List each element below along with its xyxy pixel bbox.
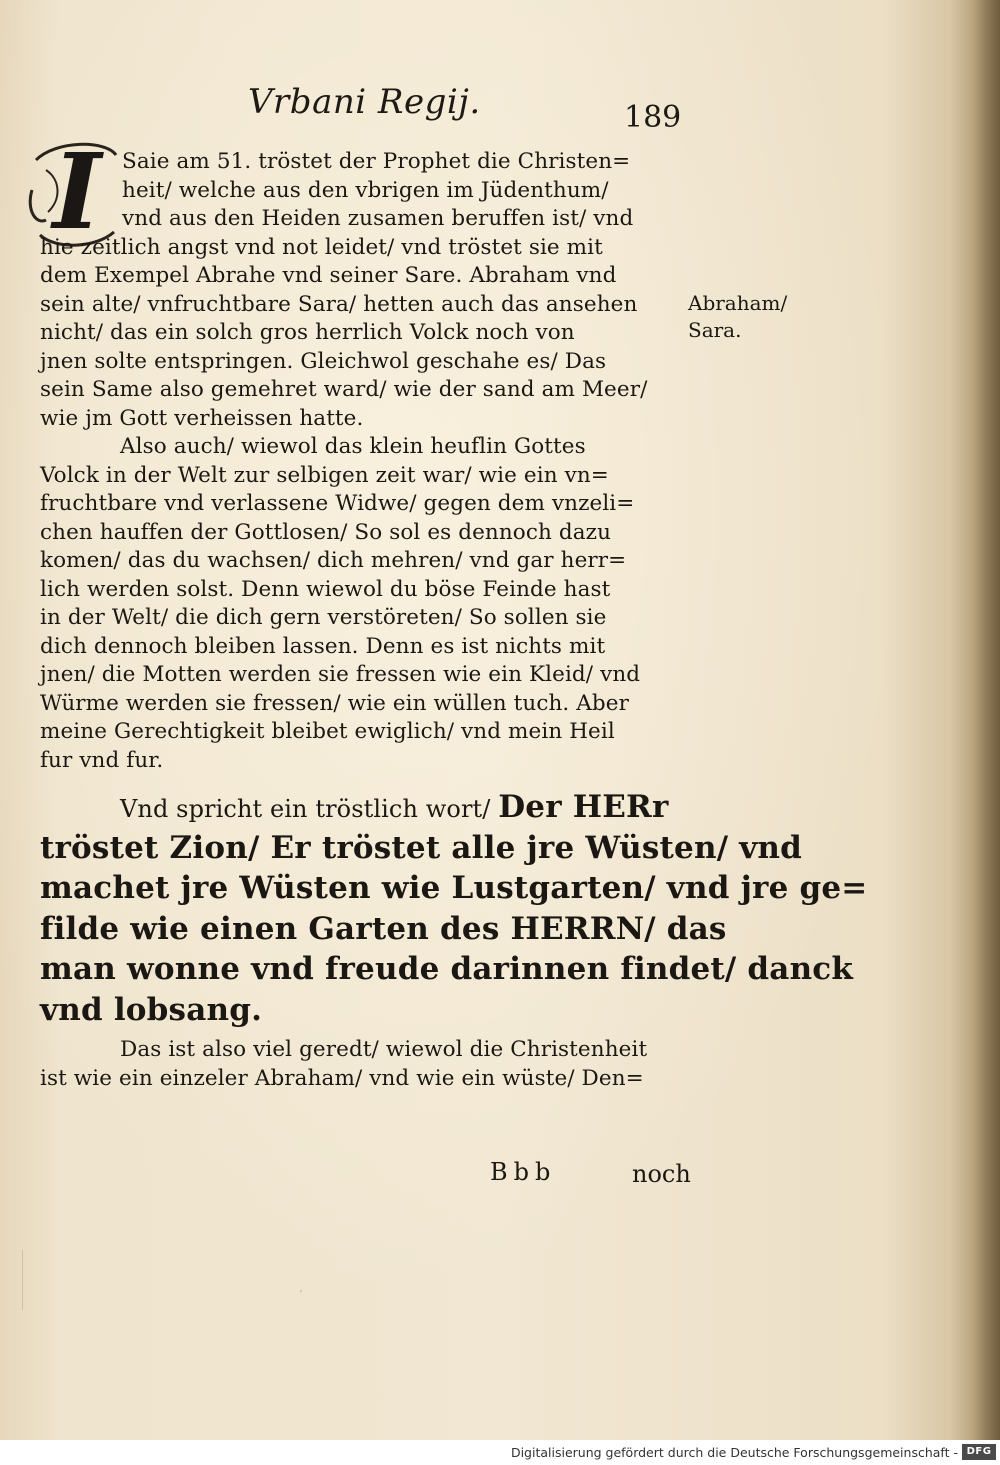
paragraph-2 [40, 433, 680, 775]
scripture-quote-line: filde wie einen Garten des HERRN/ das [40, 910, 727, 947]
text-line: in der Welt/ die dich gern verstöreten/ So sollen sie [40, 605, 607, 630]
page-number: 189 [624, 100, 682, 135]
paragraph-4 [40, 1036, 680, 1093]
text-line: vnd aus den Heiden zusamen beruffen ist/ vnd [122, 206, 634, 231]
marginal-note-line: Abraham/ [688, 291, 788, 315]
decorated-initial-letter: I [52, 130, 102, 253]
text-line: Also auch/ wiewol das klein heuflin Gottes [120, 434, 586, 459]
text-line: fur vnd fur. [40, 747, 164, 773]
text-line: heit/ welche aus den vbrigen im Jüdenthum/ [122, 177, 609, 203]
signature-mark: Bbb [490, 1158, 557, 1186]
catchword: noch [632, 1160, 691, 1188]
text-line: Das ist also viel geredt/ wiewol die Christenheit [120, 1037, 648, 1062]
text-line: komen/ das du wachsen/ dich mehren/ vnd gar herr= [40, 548, 627, 573]
text-line: lich werden solst. Denn wiewol du böse Feinde hast [40, 576, 611, 602]
text-line: hie zeitlich angst vnd not leidet/ vnd tröstet sie mit [40, 234, 603, 260]
digitization-credit: Digitalisierung gefördert durch die Deutsche Forschungsgemeinschaft - [510, 1445, 958, 1460]
scripture-quote-line: man wonne vnd freude darinnen findet/ danck [40, 951, 854, 987]
text-line: jnen/ die Motten werden sie fressen wie ein Kleid/ vnd [40, 662, 641, 687]
text-line: chen hauffen der Gottlosen/ So sol es dennoch dazu [40, 519, 612, 545]
text-line: Würme werden sie fressen/ wie ein wüllen tuch. Aber [40, 690, 629, 716]
paragraph-gap [40, 775, 680, 787]
scripture-quote-line: machet jre Wüsten wie Lustgarten/ vnd jre ge= [40, 870, 868, 906]
paper-mark [300, 1290, 302, 1292]
text-block [40, 148, 868, 1093]
scripture-quote-line: tröstet Zion/ Er tröstet alle jre Wüsten/ vnd [40, 829, 803, 866]
text-line: dich dennoch bleiben lassen. Denn es ist nichts mit [40, 633, 606, 659]
text-line: meine Gerechtigkeit bleibet ewiglich/ vnd mein Heil [40, 719, 615, 744]
scripture-quote-line: vnd lobsang. [40, 991, 263, 1028]
marginal-note-line: Sara. [688, 318, 742, 342]
text-line: jnen solte entspringen. Gleichwol geschahe es/ Das [40, 348, 607, 374]
text-line: sein Same also gemehret ward/ wie der sand am Meer/ [40, 377, 648, 402]
running-head: Vrbani Regij. [248, 82, 481, 122]
text-line: wie jm Gott verheissen hatte. [40, 405, 364, 431]
text-line: dem Exempel Abrahe vnd seiner Sare. Abraham vnd [40, 263, 617, 288]
text-line: nicht/ das ein solch gros herrlich Volck noch von [40, 320, 575, 345]
quotation-lead: Vnd spricht ein tröstlich wort/ [120, 795, 491, 823]
paper-mark [140, 890, 143, 893]
text-line: fruchtbare vnd verlassene Widwe/ gegen dem vnzeli= [40, 491, 635, 516]
paper-mark [22, 1250, 23, 1310]
text-line: ist wie ein einzeler Abraham/ vnd wie ein wüste/ Den= [40, 1065, 644, 1091]
marginal-note [688, 290, 787, 344]
paragraph-1 [40, 148, 680, 433]
footer-bar [0, 1440, 1000, 1465]
paragraph-3 [40, 787, 868, 1030]
page-content [20, 0, 960, 1440]
text-line [40, 787, 680, 828]
text-line: Saie am 51. tröstet der Prophet die Christen= [122, 149, 631, 174]
dfg-logo: DFG [962, 1444, 996, 1460]
page-edge-shadow [972, 0, 1000, 1440]
text-line: Volck in der Welt zur selbigen zeit war/ wie ein vn= [40, 462, 609, 488]
scripture-quote-start: Der HERr [498, 789, 669, 825]
text-line: sein alte/ vnfruchtbare Sara/ hetten auch das ansehen [40, 291, 638, 317]
